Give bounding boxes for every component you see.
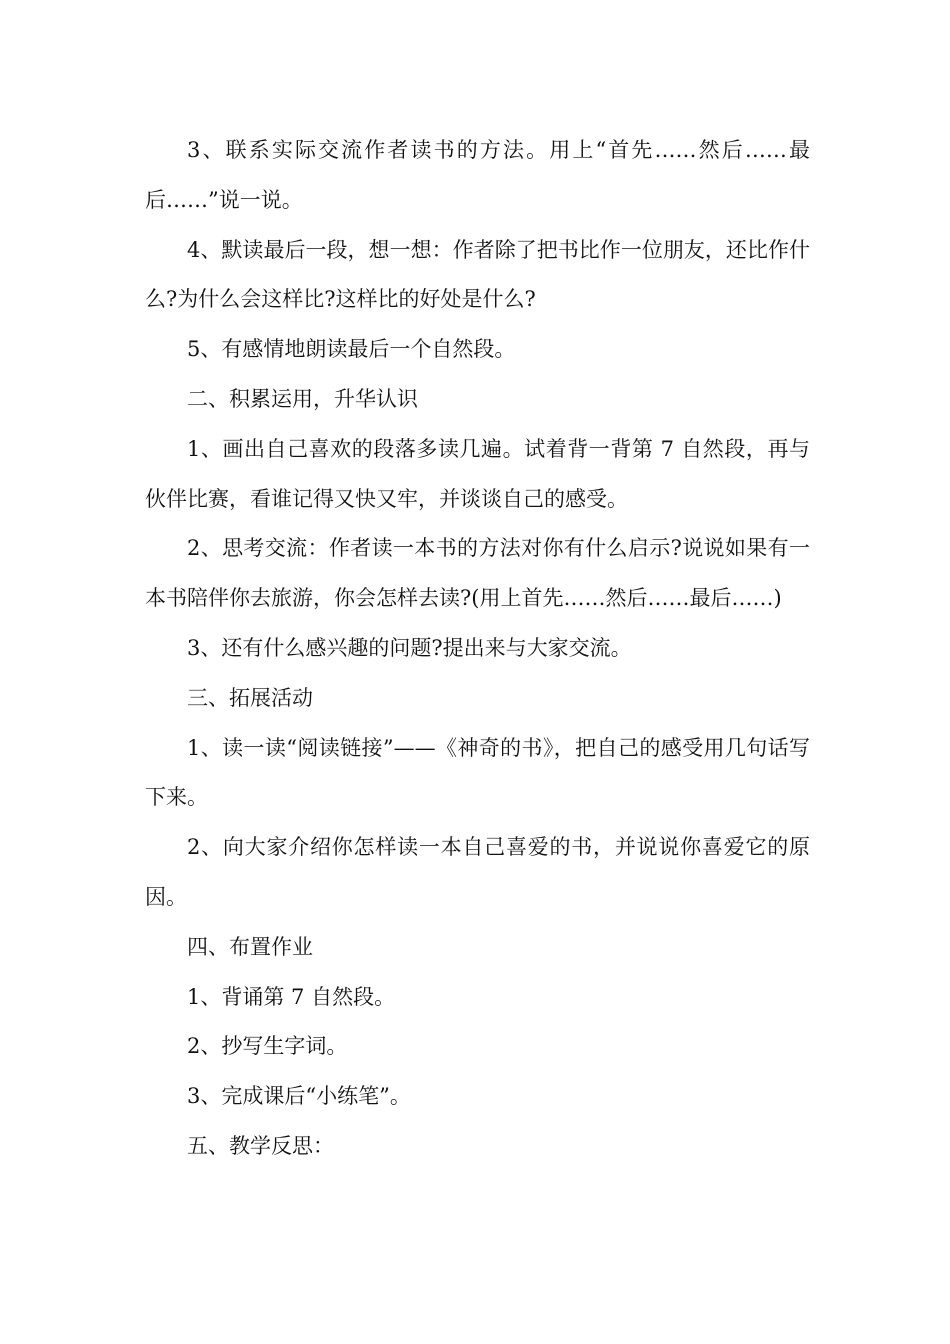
- homework-item-1: 1、背诵第 7 自然段。: [187, 984, 396, 1009]
- paragraph-step-3-reading-method: 3、联系实际交流作者读书的方法。用上“首先……然后……最后……”说一说。: [145, 138, 810, 212]
- paragraph-introduce-book: 2、向大家介绍你怎样读一本自己喜爱的书，并说说你喜爱它的原因。: [145, 835, 810, 909]
- document-body: [145, 126, 810, 1172]
- homework-item-2: 2、抄写生字词。: [187, 1034, 348, 1059]
- paragraph-think-and-discuss: 2、思考交流：作者读一本书的方法对你有什么启示?说说如果有一本书陪伴你去旅游，你会怎样去读?(用上首先……然后……最后……): [145, 536, 810, 611]
- paragraph-step-4-silent-reading: 4、默读最后一段，想一想：作者除了把书比作一位朋友，还比作什么?为什么会这样比?这样比的好处是什么?: [145, 237, 810, 312]
- section-heading-4: 四、布置作业: [187, 934, 313, 959]
- section-heading-3: 三、拓展活动: [187, 685, 313, 710]
- paragraph-favorite-passages: 1、画出自己喜欢的段落多读几遍。试着背一背第 7 自然段，再与伙伴比赛，看谁记得又快又牢，并谈谈自己的感受。: [145, 436, 810, 511]
- paragraph-questions: 3、还有什么感兴趣的问题?提出来与大家交流。: [187, 635, 632, 660]
- paragraph-reading-link: 1、读一读“阅读链接”——《神奇的书》，把自己的感受用几句话写下来。: [145, 735, 810, 810]
- paragraph-step-5-read-aloud: 5、有感情地朗读最后一个自然段。: [187, 337, 516, 362]
- homework-item-3: 3、完成课后“小练笔”。: [187, 1084, 411, 1109]
- section-heading-5: 五、教学反思：: [187, 1133, 334, 1158]
- section-heading-2: 二、积累运用，升华认识: [187, 386, 418, 411]
